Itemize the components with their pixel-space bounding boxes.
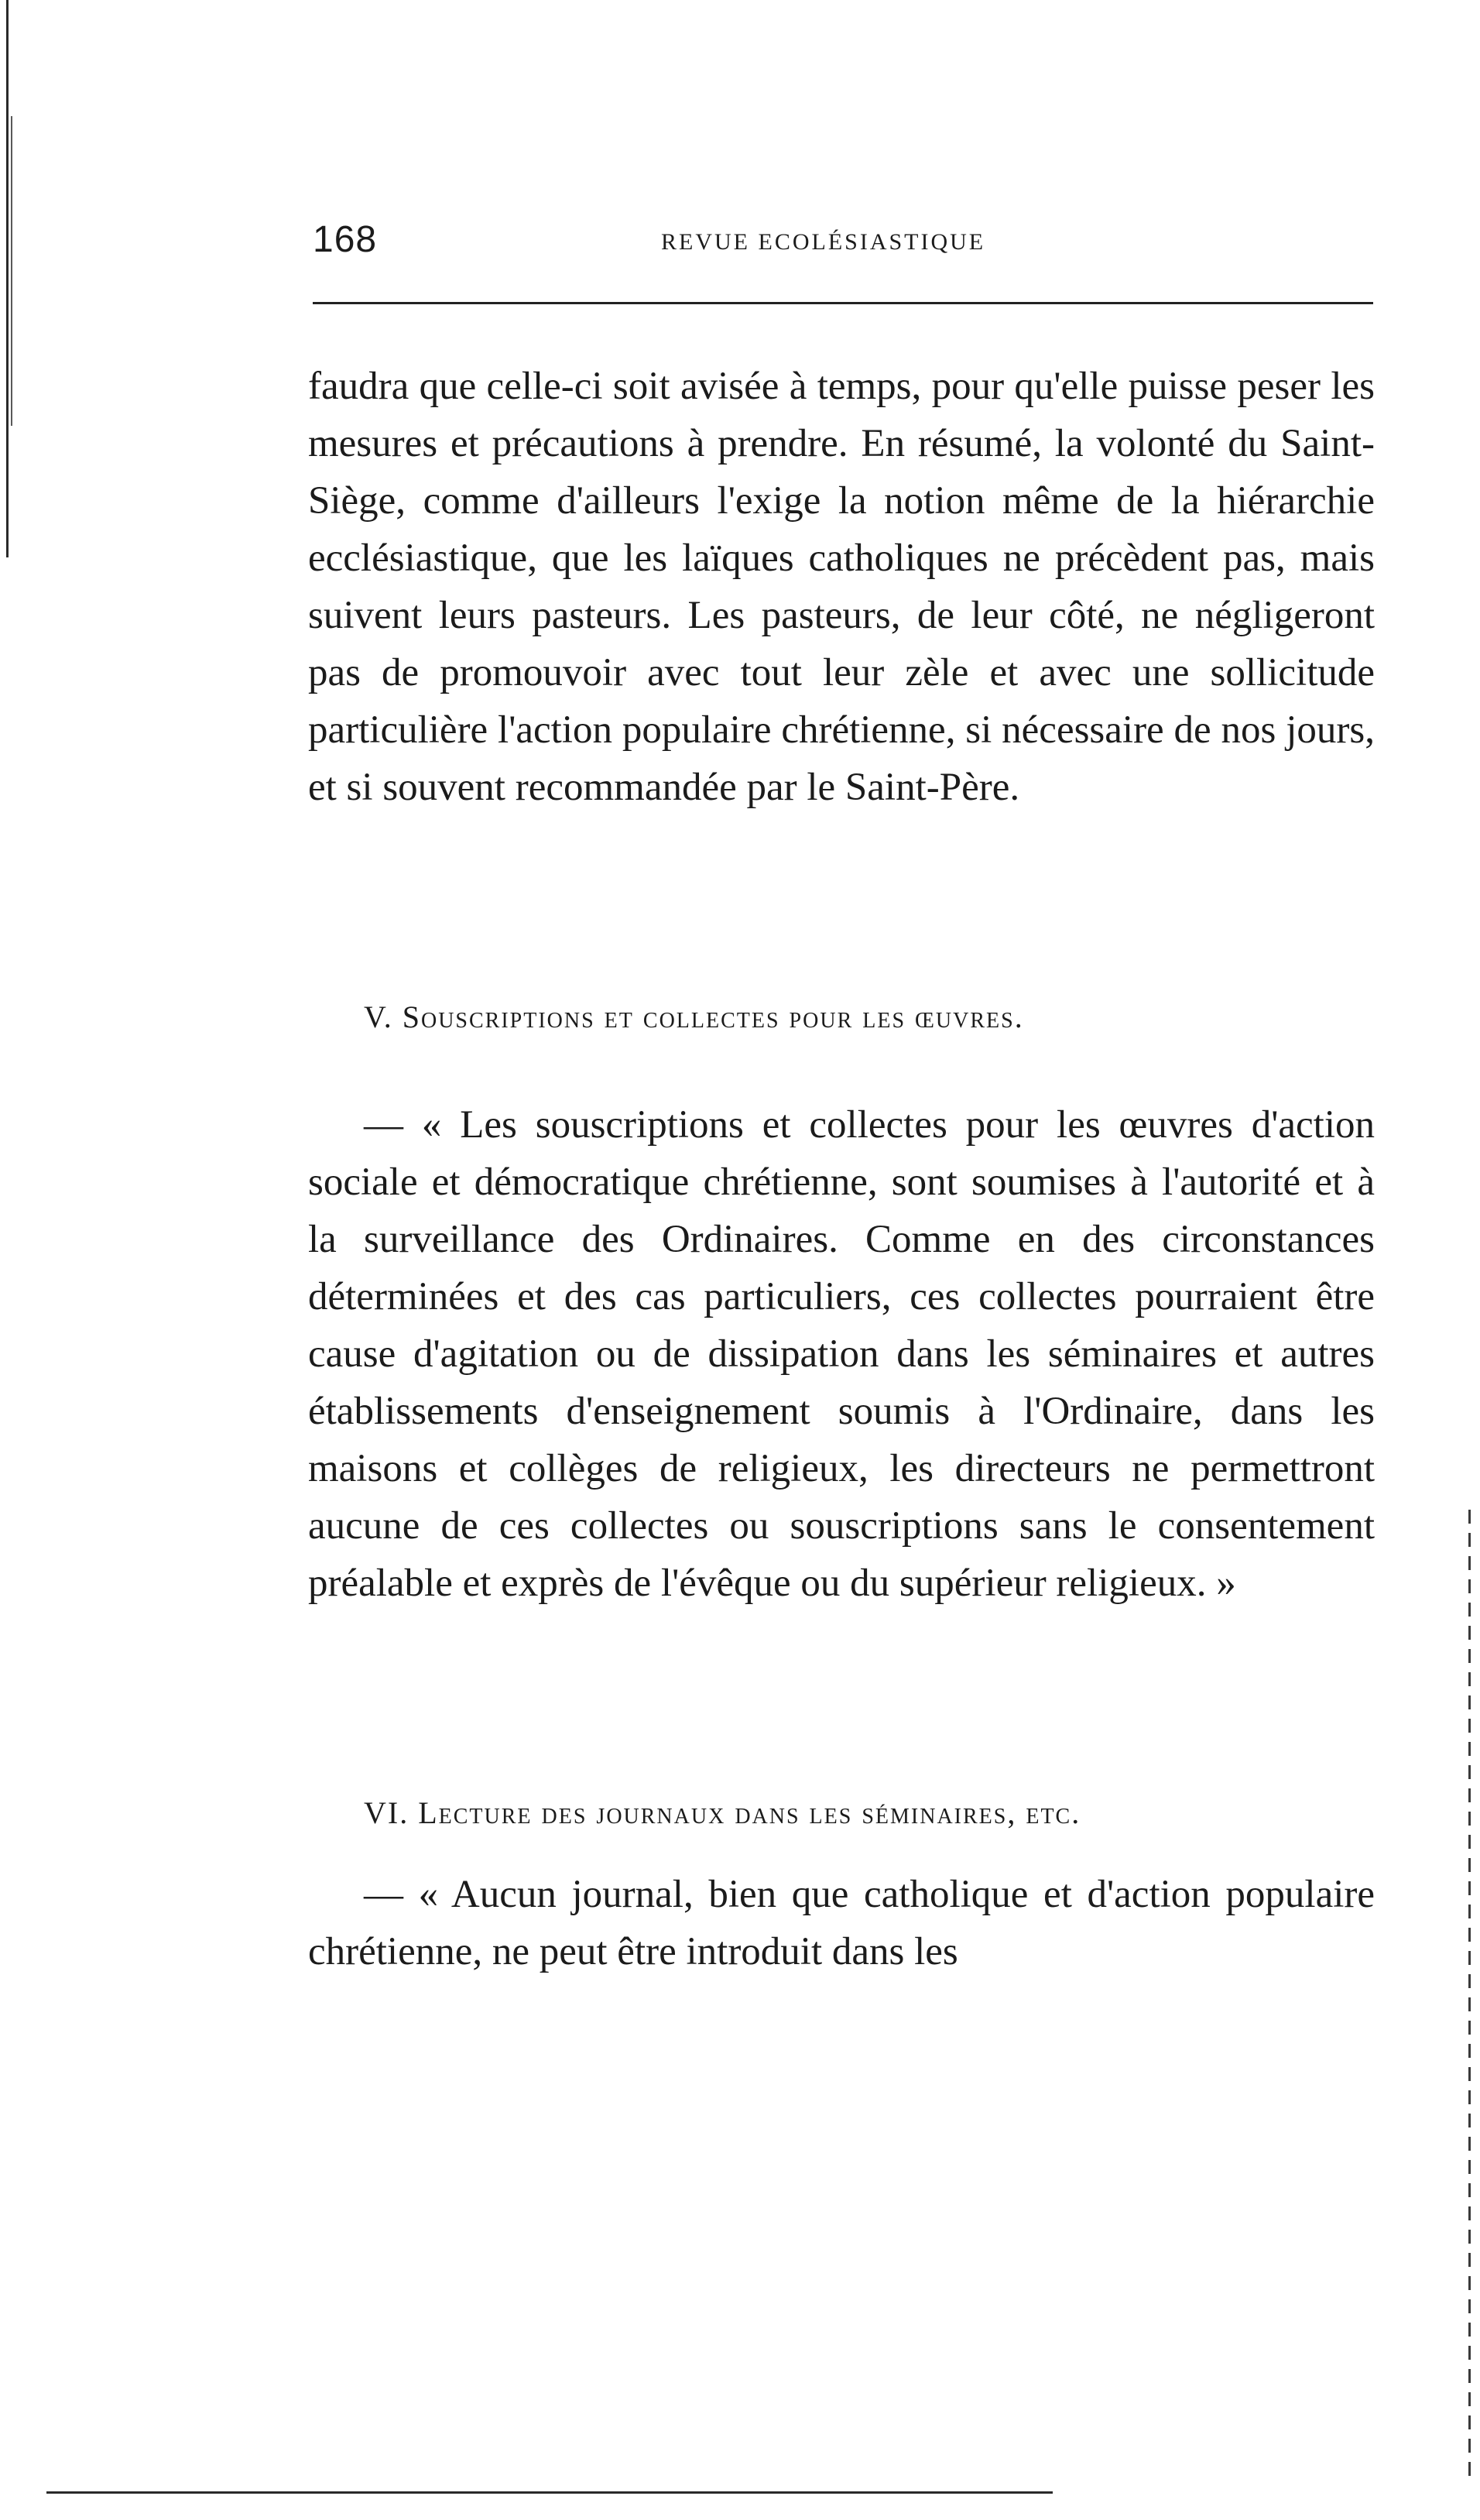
scan-edge-left-inner xyxy=(11,116,12,426)
running-head xyxy=(313,218,1373,265)
section-heading-vi: VI. Lecture des journaux dans les séminaires, etc. xyxy=(364,1795,1081,1830)
scan-edge-right xyxy=(1468,1510,1471,2485)
running-title: REVUE ECOLÉSIASTIQUE xyxy=(661,229,986,255)
section-heading-v: V. Souscriptions et collectes pour les œuvres. xyxy=(364,999,1024,1034)
paragraph-3: — « Aucun journal, bien que catholique et d'action populaire chrétienne, ne peut être introduit dans les xyxy=(308,1873,1375,1973)
scan-edge-bottom xyxy=(46,2491,1053,2494)
page-number: 168 xyxy=(313,219,378,260)
paragraph-1: faudra que celle-ci soit avisée à temps, pour qu'elle puisse peser les mesures et précautions à prendre. En résumé, la volonté du Saint-Siège, comme d'ailleurs l'exige la notion même de la hiérarchie ecclésiastique, que les laïques catholiques ne précèdent pas, mais suivent leurs pasteurs. Les pasteurs, de leur côté, ne négligeront pas de promouvoir avec tout leur zèle et avec une sollicitude particulière l'action populaire chrétienne, si nécessaire de nos jours, et si souvent recommandée par le Saint-Père. xyxy=(308,365,1375,809)
scan-edge-left xyxy=(6,0,9,557)
paragraph-2: — « Les souscriptions et collectes pour les œuvres d'action sociale et démocratique chrétienne, sont soumises à l'autorité et à la surveillance des Ordinaires. Comme en des circonstances déterminées et des cas particuliers, ces collectes pourraient être cause d'agitation ou de dissipation dans les séminaires et autres établissements d'enseignement soumis à l'Ordinaire, dans les maisons et collèges de religieux, les directeurs ne permettront aucune de ces collectes ou souscriptions sans le consentement préalable et exprès de l'évêque ou du supérieur religieux. » xyxy=(308,1103,1375,1605)
header-rule xyxy=(313,302,1373,304)
